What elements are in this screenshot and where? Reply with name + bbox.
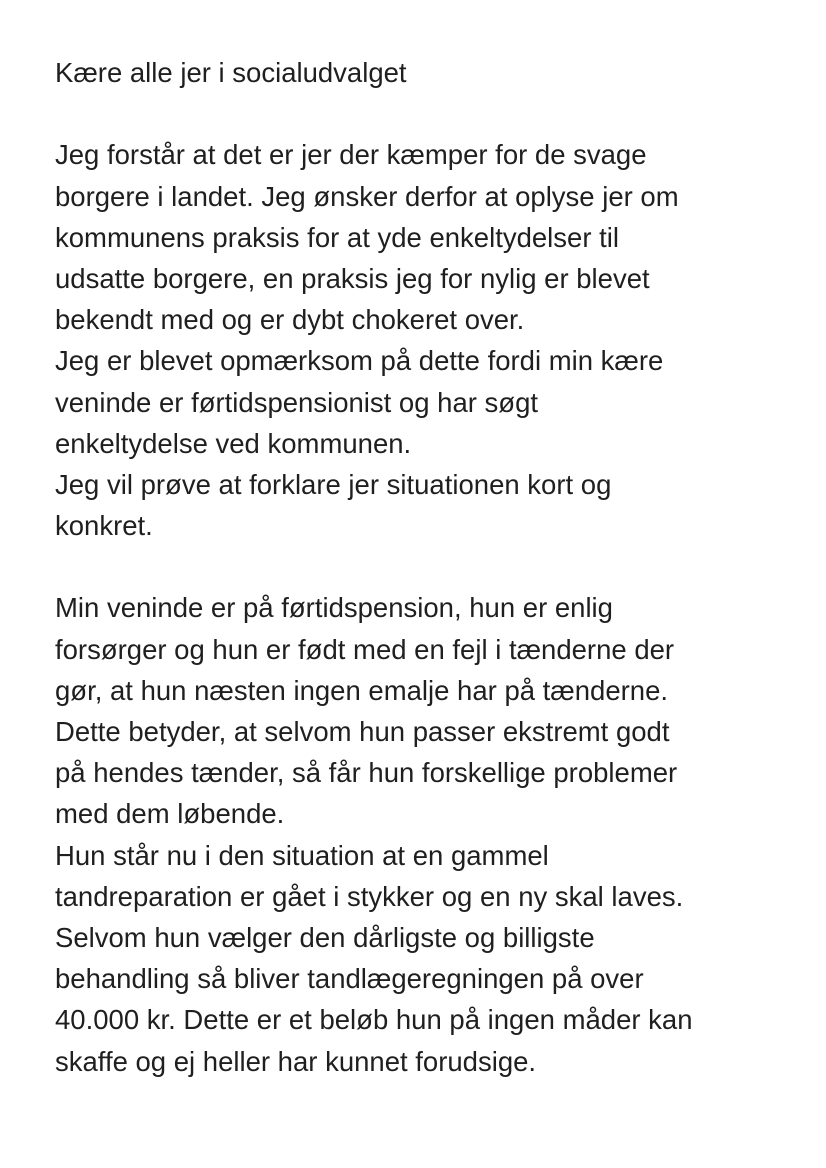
greeting: Kære alle jer i socialudvalget xyxy=(55,57,407,88)
paragraph-spacer xyxy=(55,546,795,587)
paragraph-spacer xyxy=(55,93,795,134)
text-line: 40.000 kr. Dette er et beløb hun på ingen måder kan xyxy=(55,1004,693,1036)
text-line: Jeg forstår at det er jer der kæmper for de svage xyxy=(55,139,647,171)
paragraph-2 xyxy=(55,587,795,1081)
text-line: Selvom hun vælger den dårligste og billigste xyxy=(55,921,595,953)
text-line: Jeg vil prøve at forklare jer situationen kort og xyxy=(55,468,612,500)
text-line: Min veninde er på førtidspension, hun er enlig xyxy=(55,592,613,624)
text-line: Jeg er blevet opmærksom på dette fordi min kære xyxy=(55,345,664,377)
text-line: med dem løbende. xyxy=(55,798,285,830)
text-line: veninde er førtidspensionist og har søgt xyxy=(55,386,539,418)
text-line: borgere i landet. Jeg ønsker derfor at oplyse jer om xyxy=(55,180,679,212)
text-line: gør, at hun næsten ingen emalje har på tænderne. xyxy=(55,674,669,706)
text-line: skaffe og ej heller har kunnet forudsige. xyxy=(55,1045,537,1077)
text-line: udsatte borgere, en praksis jeg for nylig er blevet xyxy=(55,262,650,294)
text-line: enkeltydelse ved kommunen. xyxy=(55,427,412,459)
text-line: på hendes tænder, så får hun forskellige problemer xyxy=(55,757,678,789)
text-line: tandreparation er gået i stykker og en ny skal laves. xyxy=(55,880,684,912)
text-line: kommunens praksis for at yde enkeltydelser til xyxy=(55,221,619,253)
text-line: Dette betyder, at selvom hun passer ekstremt godt xyxy=(55,716,670,747)
letter-body xyxy=(55,52,795,1082)
text-line: Hun står nu i den situation at en gammel xyxy=(55,839,549,871)
text-line: bekendt med og er dybt chokeret over. xyxy=(55,304,525,336)
paragraph-1 xyxy=(55,134,795,546)
text-line: forsørger og hun er født med en fejl i tænderne der xyxy=(55,633,675,665)
text-line: behandling så bliver tandlægeregningen på over xyxy=(55,963,644,995)
text-line: konkret. xyxy=(55,510,153,542)
